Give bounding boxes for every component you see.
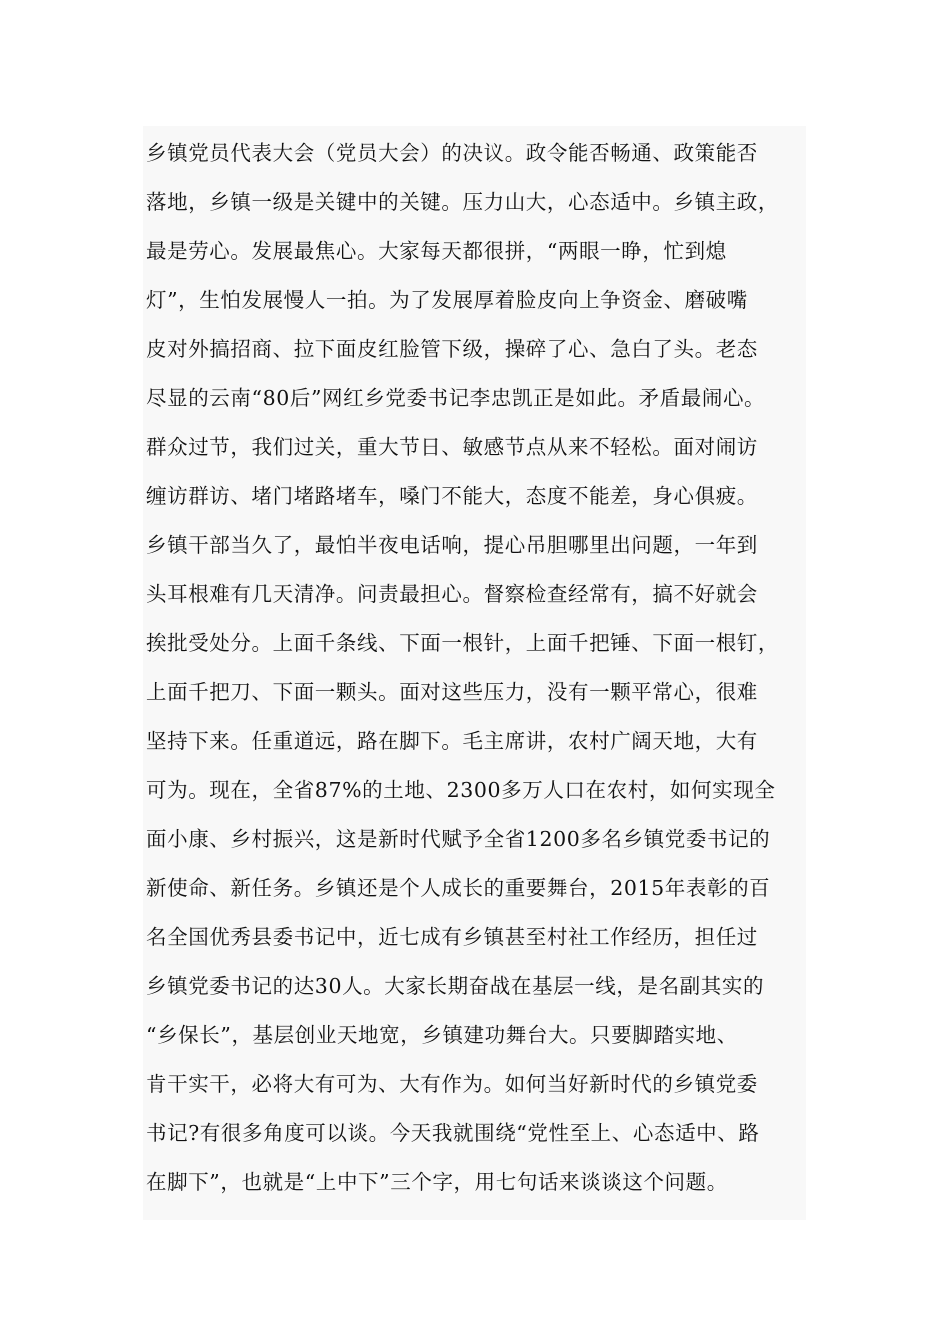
text-line: 新使命、新任务。乡镇还是个人成长的重要舞台，2015年表彰的百 xyxy=(146,876,771,900)
text-line: 可为。现在，全省87%的土地、2300多万人口在农村，如何实现全 xyxy=(146,778,776,802)
text-line: 灯”，生怕发展慢人一拍。为了发展厚着脸皮向上争资金、磨破嘴 xyxy=(146,288,748,312)
body-text xyxy=(143,126,806,1220)
text-line: 落地，乡镇一级是关键中的关键。压力山大，心态适中。乡镇主政， xyxy=(146,190,779,214)
text-line: 缠访群访、堵门堵路堵车，嗓门不能大，态度不能差，身心俱疲。 xyxy=(146,484,758,508)
text-line: 在脚下”，也就是“上中下”三个字，用七句话来谈谈这个问题。 xyxy=(146,1170,728,1194)
text-line: 挨批受处分。上面千条线、下面一根针，上面千把锤、下面一根钉， xyxy=(146,631,779,655)
text-line: 皮对外搞招商、拉下面皮红脸管下级，操碎了心、急白了头。老态 xyxy=(146,337,758,361)
text-line: 面小康、乡村振兴，这是新时代赋予全省1200多名乡镇党委书记的 xyxy=(146,827,771,851)
text-line: 尽显的云南“80后”网红乡党委书记李忠凯正是如此。矛盾最闹心。 xyxy=(146,386,766,410)
text-line: 乡镇党委书记的达30人。大家长期奋战在基层一线，是名副其实的 xyxy=(146,974,765,998)
text-line: 坚持下来。任重道远，路在脚下。毛主席讲，农村广阔天地，大有 xyxy=(146,729,758,753)
text-line: 乡镇党员代表大会（党员大会）的决议。政令能否畅通、政策能否 xyxy=(146,141,758,165)
text-line: 群众过节，我们过关，重大节日、敏感节点从来不轻松。面对闹访 xyxy=(146,435,758,459)
text-line: “乡保长”，基层创业天地宽，乡镇建功舞台大。只要脚踏实地、 xyxy=(146,1023,738,1047)
text-line: 肯干实干，必将大有可为、大有作为。如何当好新时代的乡镇党委 xyxy=(146,1072,758,1096)
text-line: 名全国优秀县委书记中，近七成有乡镇甚至村社工作经历，担任过 xyxy=(146,925,758,949)
text-line: 书记?有很多角度可以谈。今天我就围绕“党性至上、心态适中、路 xyxy=(146,1121,760,1145)
text-line: 上面千把刀、下面一颗头。面对这些压力，没有一颗平常心，很难 xyxy=(146,680,758,704)
text-line: 最是劳心。发展最焦心。大家每天都很拼，“两眼一睁，忙到熄 xyxy=(146,239,727,263)
text-line: 头耳根难有几天清净。问责最担心。督察检查经常有，搞不好就会 xyxy=(146,582,758,606)
text-line: 乡镇干部当久了，最怕半夜电话响，提心吊胆哪里出问题，一年到 xyxy=(146,533,758,557)
